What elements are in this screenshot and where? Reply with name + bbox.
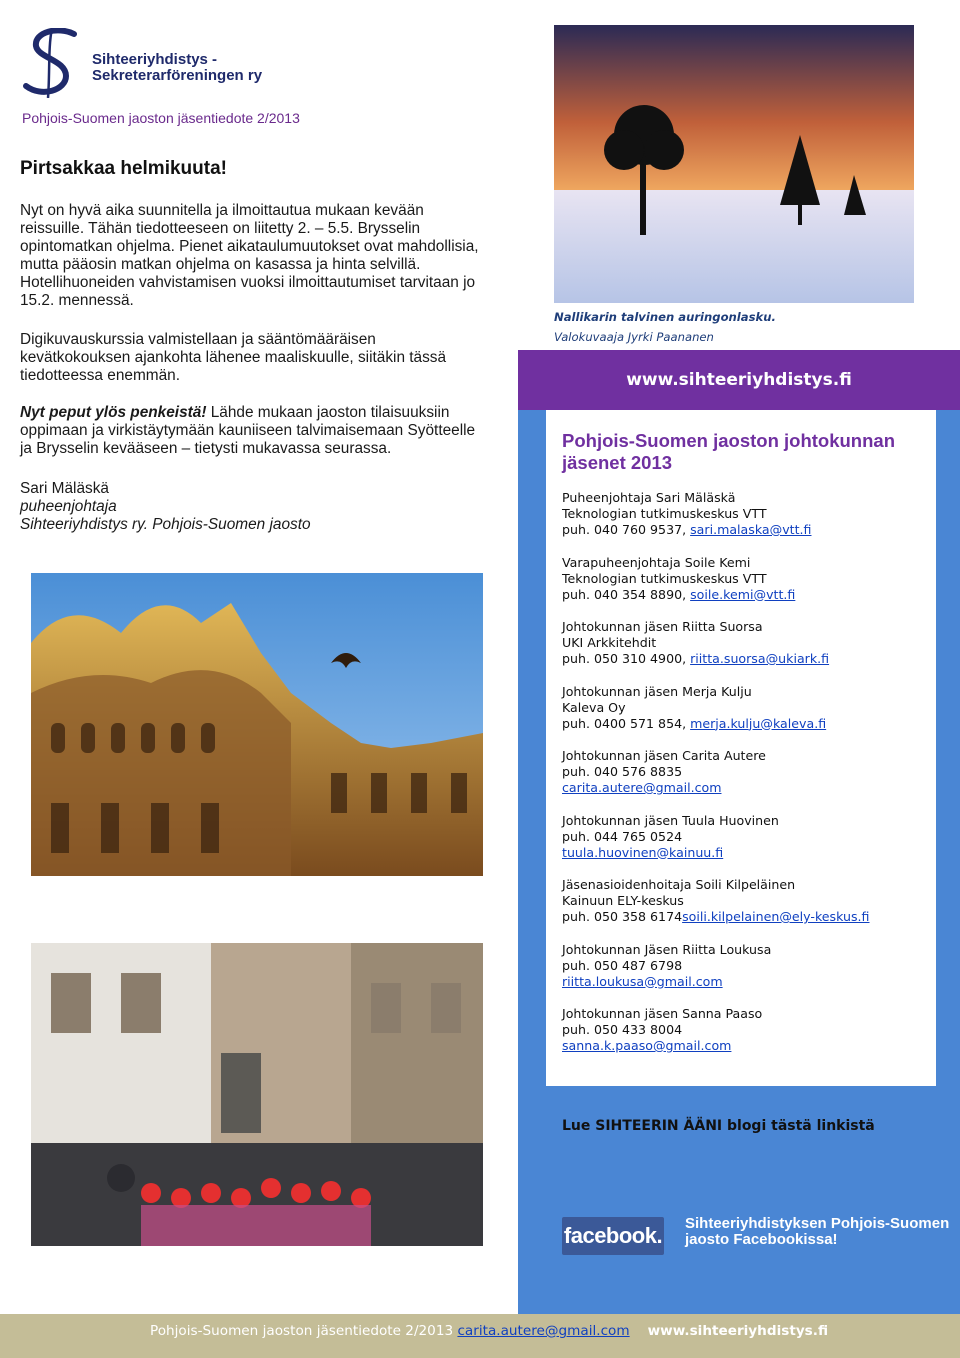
board-member-title: Johtokunnan jäsen Sanna Paaso — [562, 1006, 763, 1021]
photo-caption-title: Nallikarin talvinen auringonlasku. — [554, 310, 776, 324]
board-member — [562, 877, 922, 925]
page-headline: Pirtsakkaa helmikuuta! — [20, 158, 227, 179]
board-member-title: Varapuheenjohtaja Soile Kemi — [562, 554, 751, 570]
board-member-contact — [562, 974, 922, 990]
board-member-contact — [562, 780, 922, 796]
winter-sunset-photo — [554, 25, 914, 303]
blog-link[interactable]: Lue SIHTEERIN ÄÄNI blogi tästä linkistä — [562, 1118, 875, 1134]
board-member — [562, 813, 922, 861]
board-member-detail: Teknologian tutkimuskeskus VTT — [562, 506, 767, 521]
board-member-detail: puh. 040 576 8835 — [562, 764, 683, 779]
board-member-title: Johtokunnan jäsen Merja Kulju — [562, 683, 752, 699]
footer-text — [150, 1323, 828, 1339]
board-member-title: Puheenjohtaja Sari Mäläskä — [562, 490, 736, 505]
signature-role: puheenjohtaja — [20, 498, 117, 515]
board-member — [562, 942, 922, 990]
board-member-contact — [562, 651, 922, 667]
manneken-pis-photo — [31, 943, 483, 1246]
board-member-contact — [562, 1038, 922, 1054]
signature-block — [20, 480, 311, 534]
board-member-email-link[interactable]: carita.autere@gmail.com — [562, 780, 722, 795]
board-member — [562, 619, 922, 667]
board-member-phone: puh. 040 354 8890, — [562, 586, 691, 602]
board-member-email-link[interactable]: sanna.k.paaso@gmail.com — [562, 1038, 732, 1053]
logo-line-1: Sihteeriyhdistys - — [92, 51, 218, 68]
course-paragraph: Digikuvauskurssia valmistellaan ja sääntömääräisen kevätkokouksen ajankohta lähenee maaliskuulle, siitäkin tässä tiedotteessa enemmän. — [20, 331, 447, 384]
board-member-detail: puh. 050 487 6798 — [562, 957, 683, 973]
logo-line-2: Sekreterarföreningen ry — [92, 67, 263, 84]
board-member-email-link[interactable]: riitta.loukusa@gmail.com — [562, 973, 723, 989]
intro-paragraph: Nyt on hyvä aika suunnitella ja ilmoittautua mukaan kevään reissuille. Tähän tiedotteeseen on liitetty 2. – 5.5. Brysselin opintomatkan ohjelma. Pienet aikataulumuutokset ovat mahdollisia, mutta pääosin matkan ohjelma on kasassa ja hinta selvillä. Hotellihuoneiden vahvistamisen vuoksi ilmoittautumiset tarvitaan jo 15.2. mennessä. — [20, 202, 479, 309]
board-member-title: Jäsenasioidenhoitaja Soili Kilpeläinen — [562, 877, 796, 892]
board-member-email-link[interactable]: tuula.huovinen@kainuu.fi — [562, 844, 724, 860]
board-member-title: Johtokunnan jäsen Tuula Huovinen — [562, 812, 779, 828]
board-member-detail: puh. 050 433 8004 — [562, 1022, 683, 1037]
board-member-detail: Teknologian tutkimuskeskus VTT — [562, 570, 767, 586]
board-member — [562, 490, 922, 538]
board-member-email-link[interactable]: soili.kilpelainen@ely-keskus.fi — [682, 909, 870, 924]
board-member-email-link[interactable]: riitta.suorsa@ukiark.fi — [690, 651, 830, 666]
footer-website[interactable]: www.sihteeriyhdistys.fi — [647, 1323, 829, 1339]
signature-name: Sari Mäläskä — [20, 480, 109, 497]
board-member-phone: puh. 050 310 4900, — [562, 651, 691, 666]
call-to-action-body: Lähde mukaan jaoston tilaisuuksiin oppimaan ja virkistäytymään kauniiseen talvimaisemaan Syötteelle ja Brysselin kevääseen – tietysti mukavassa seurassa. — [20, 404, 476, 457]
board-member-contact — [562, 587, 922, 603]
board-member-title: Johtokunnan jäsen Riitta Suorsa — [562, 619, 763, 634]
board-member-phone: puh. 0400 571 854, — [562, 715, 691, 731]
footer-label: Pohjois-Suomen jaoston jäsentiedote 2/2013 — [150, 1323, 458, 1339]
board-member-phone: puh. 040 760 9537, — [562, 522, 691, 537]
board-member-detail: Kainuun ELY-keskus — [562, 893, 684, 908]
facebook-link-text[interactable]: Sihteeriyhdistyksen Pohjois-Suomen jaosto Facebookissa! — [685, 1215, 950, 1248]
board-member-detail: puh. 044 765 0524 — [562, 828, 683, 844]
board-member — [562, 1006, 922, 1054]
board-member-contact — [562, 716, 922, 732]
newsletter-identifier: Pohjois-Suomen jaoston jäsentiedote 2/2013 — [22, 110, 300, 126]
call-to-action-lead: Nyt peput ylös penkeistä! — [20, 404, 207, 421]
board-member-contact — [562, 845, 922, 861]
board-member-phone: puh. 050 358 6174 — [562, 909, 683, 924]
photo-caption-credit: Valokuvaaja Jyrki Paananen — [554, 330, 714, 344]
call-to-action-paragraph — [20, 404, 490, 458]
footer-email-link[interactable]: carita.autere@gmail.com — [457, 1323, 630, 1339]
board-member-contact — [562, 522, 922, 538]
board-member-email-link[interactable]: merja.kulju@kaleva.fi — [690, 715, 827, 731]
board-member-detail: UKI Arkkitehdit — [562, 635, 657, 650]
board-member-title: Johtokunnan jäsen Carita Autere — [562, 748, 766, 763]
board-member-email-link[interactable]: sari.malaska@vtt.fi — [690, 522, 812, 537]
logo-s-mark-icon — [22, 28, 84, 98]
board-member — [562, 555, 922, 603]
board-member-detail: Kaleva Oy — [562, 699, 626, 715]
board-members-title: Pohjois-Suomen jaoston johtokunnan jäsenet 2013 — [562, 430, 895, 473]
association-logo — [22, 28, 84, 98]
facebook-logo-icon[interactable]: facebook. — [562, 1217, 664, 1255]
board-member-email-link[interactable]: soile.kemi@vtt.fi — [690, 586, 796, 602]
website-banner-link[interactable]: www.sihteeriyhdistys.fi — [626, 370, 852, 390]
board-member-contact — [562, 909, 922, 925]
brussels-guildhall-photo — [31, 573, 483, 876]
board-member — [562, 684, 922, 732]
logo-wordmark — [92, 52, 262, 84]
signature-org: Sihteeriyhdistys ry. Pohjois-Suomen jaosto — [20, 516, 311, 533]
board-member-title: Johtokunnan Jäsen Riitta Loukusa — [562, 941, 772, 957]
board-member — [562, 748, 922, 796]
